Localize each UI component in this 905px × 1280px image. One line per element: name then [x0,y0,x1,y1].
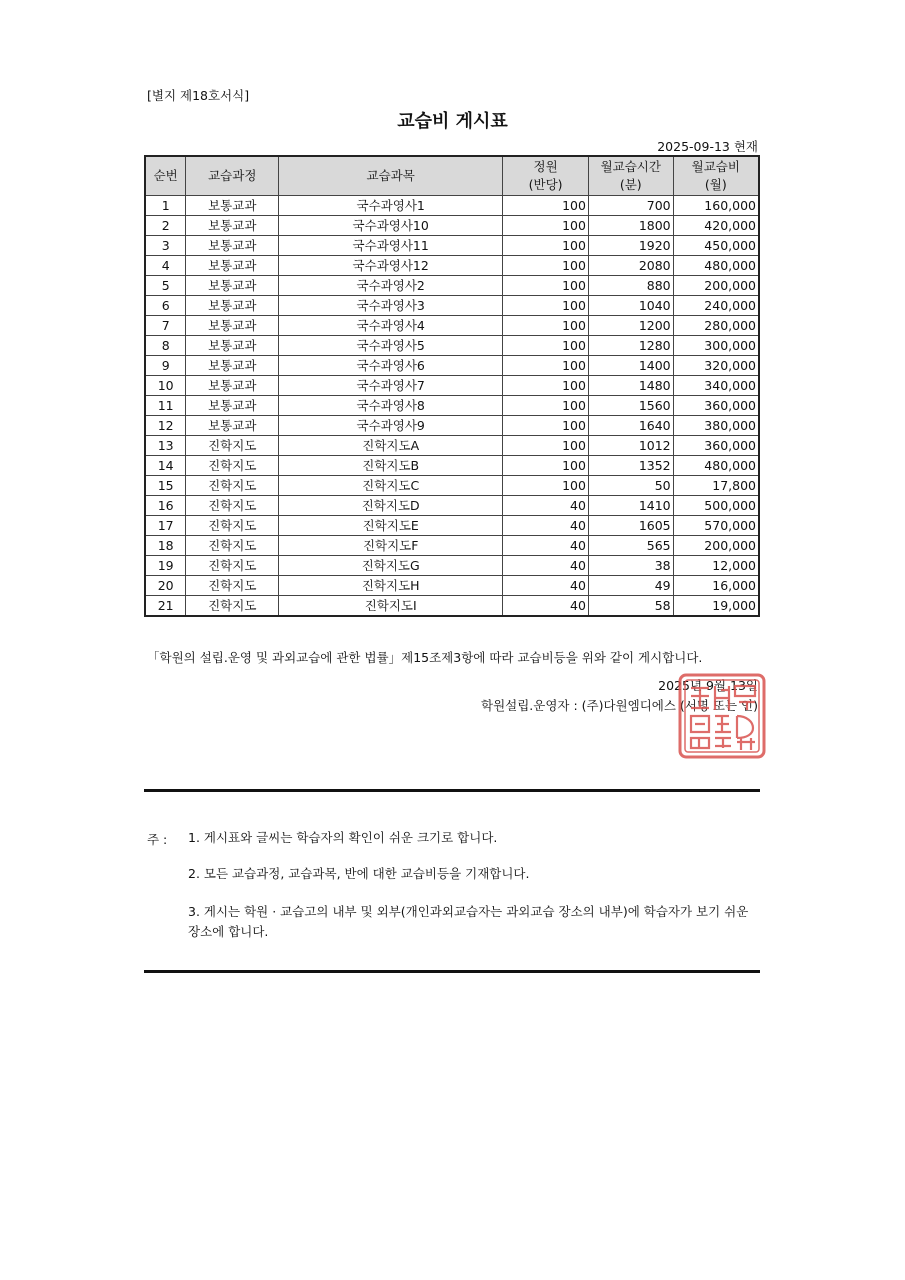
table-row [145,516,759,536]
notes-label: 주 : [147,832,168,847]
cell-subject: 국수과영사7 [279,376,503,396]
table-row [145,276,759,296]
cell-capacity: 100 [503,236,589,256]
cell-course: 진학지도 [186,456,279,476]
cell-subject: 국수과영사10 [279,216,503,236]
cell-minutes: 1352 [588,456,673,476]
cell-minutes: 1480 [588,376,673,396]
fee-table-body [145,196,759,617]
header-course: 교습과정 [186,156,279,196]
cell-fee: 17,800 [673,476,759,496]
table-row [145,376,759,396]
cell-minutes: 1280 [588,336,673,356]
cell-minutes: 38 [588,556,673,576]
cell-course: 진학지도 [186,556,279,576]
cell-course: 진학지도 [186,496,279,516]
cell-no: 2 [145,216,186,236]
cell-subject: 진학지도G [279,556,503,576]
table-row [145,576,759,596]
cell-capacity: 40 [503,496,589,516]
cell-no: 16 [145,496,186,516]
table-row [145,396,759,416]
cell-capacity: 100 [503,216,589,236]
table-row [145,536,759,556]
table-row [145,356,759,376]
header-hours-line2: (분) [619,177,642,192]
header-fee [673,156,759,196]
cell-fee: 340,000 [673,376,759,396]
table-row [145,196,759,216]
cell-no: 11 [145,396,186,416]
cell-no: 20 [145,576,186,596]
header-no: 순번 [145,156,186,196]
cell-minutes: 50 [588,476,673,496]
cell-subject: 국수과영사11 [279,236,503,256]
table-row [145,316,759,336]
cell-course: 보통교과 [186,316,279,336]
cell-capacity: 100 [503,356,589,376]
cell-capacity: 40 [503,596,589,617]
cell-fee: 12,000 [673,556,759,576]
cell-capacity: 100 [503,416,589,436]
cell-no: 5 [145,276,186,296]
cell-course: 보통교과 [186,196,279,216]
cell-subject: 진학지도E [279,516,503,536]
cell-no: 10 [145,376,186,396]
cell-capacity: 100 [503,316,589,336]
cell-no: 21 [145,596,186,617]
cell-subject: 진학지도A [279,436,503,456]
table-row [145,476,759,496]
cell-no: 17 [145,516,186,536]
cell-no: 7 [145,316,186,336]
cell-minutes: 1605 [588,516,673,536]
cell-capacity: 100 [503,336,589,356]
header-fee-line2: (월) [704,177,727,192]
table-row [145,256,759,276]
cell-no: 15 [145,476,186,496]
cell-capacity: 100 [503,396,589,416]
table-header-row [145,156,759,196]
cell-no: 12 [145,416,186,436]
cell-course: 진학지도 [186,516,279,536]
cell-course: 보통교과 [186,256,279,276]
cell-course: 보통교과 [186,296,279,316]
cell-course: 진학지도 [186,436,279,456]
cell-subject: 진학지도I [279,596,503,617]
cell-no: 4 [145,256,186,276]
cell-subject: 국수과영사4 [279,316,503,336]
header-capacity-line1: 정원 [533,159,558,174]
cell-subject: 국수과영사9 [279,416,503,436]
cell-fee: 500,000 [673,496,759,516]
cell-capacity: 100 [503,456,589,476]
cell-subject: 진학지도B [279,456,503,476]
cell-minutes: 1400 [588,356,673,376]
cell-course: 진학지도 [186,476,279,496]
cell-course: 보통교과 [186,236,279,256]
cell-fee: 360,000 [673,436,759,456]
table-row [145,236,759,256]
cell-fee: 200,000 [673,276,759,296]
cell-minutes: 1200 [588,316,673,336]
cell-minutes: 2080 [588,256,673,276]
cell-minutes: 58 [588,596,673,617]
cell-fee: 420,000 [673,216,759,236]
cell-subject: 국수과영사12 [279,256,503,276]
cell-fee: 320,000 [673,356,759,376]
cell-minutes: 1410 [588,496,673,516]
cell-course: 보통교과 [186,416,279,436]
header-subject: 교습과목 [279,156,503,196]
header-fee-line1: 월교습비 [691,159,740,174]
table-row [145,496,759,516]
cell-no: 3 [145,236,186,256]
note-item-2: 2. 모든 교습과정, 교습과목, 반에 대한 교습비등을 기재합니다. [188,866,530,881]
cell-fee: 200,000 [673,536,759,556]
table-row [145,336,759,356]
cell-minutes: 700 [588,196,673,216]
cell-fee: 570,000 [673,516,759,536]
cell-fee: 240,000 [673,296,759,316]
cell-course: 보통교과 [186,396,279,416]
header-hours [588,156,673,196]
cell-subject: 진학지도H [279,576,503,596]
cell-subject: 진학지도F [279,536,503,556]
cell-minutes: 565 [588,536,673,556]
cell-capacity: 100 [503,436,589,456]
cell-no: 19 [145,556,186,576]
cell-minutes: 1012 [588,436,673,456]
table-row [145,416,759,436]
cell-capacity: 100 [503,196,589,216]
seal-stamp-icon [677,672,767,760]
table-row [145,436,759,456]
cell-fee: 380,000 [673,416,759,436]
legal-notice: 「학원의 설립.운영 및 과외교습에 관한 법률」제15조제3항에 따라 교습비등을 위와 같이 게시합니다. [147,650,703,665]
cell-subject: 국수과영사5 [279,336,503,356]
cell-capacity: 40 [503,556,589,576]
cell-no: 1 [145,196,186,216]
cell-course: 진학지도 [186,536,279,556]
note-item-3: 3. 게시는 학원 · 교습고의 내부 및 외부(개인과외교습자는 과외교습 장소의 내부)에 학습자가 보기 쉬운 장소에 합니다. [188,904,749,939]
issue-date: 2025년 9월 13일 [658,678,758,693]
table-row [145,556,759,576]
cell-subject: 국수과영사3 [279,296,503,316]
cell-minutes: 1560 [588,396,673,416]
cell-subject: 국수과영사1 [279,196,503,216]
cell-minutes: 49 [588,576,673,596]
cell-no: 18 [145,536,186,556]
cell-minutes: 1800 [588,216,673,236]
header-capacity-line2: (반당) [528,177,563,192]
header-hours-line1: 월교습시간 [600,159,661,174]
table-row [145,296,759,316]
cell-subject: 국수과영사8 [279,396,503,416]
cell-capacity: 100 [503,376,589,396]
cell-course: 진학지도 [186,576,279,596]
as-of-date: 2025-09-13 현재 [657,139,758,154]
official-seal [677,672,767,760]
cell-no: 14 [145,456,186,476]
operator-line: 학원설립.운영자 : (주)다원엠디에스 (서명 또는 인) [481,698,758,713]
cell-fee: 280,000 [673,316,759,336]
cell-capacity: 40 [503,536,589,556]
cell-fee: 450,000 [673,236,759,256]
cell-capacity: 40 [503,516,589,536]
cell-no: 6 [145,296,186,316]
table-row [145,596,759,617]
cell-course: 보통교과 [186,276,279,296]
cell-minutes: 1920 [588,236,673,256]
cell-capacity: 40 [503,576,589,596]
cell-subject: 진학지도C [279,476,503,496]
table-row [145,456,759,476]
cell-subject: 국수과영사2 [279,276,503,296]
cell-minutes: 880 [588,276,673,296]
cell-capacity: 100 [503,296,589,316]
cell-no: 8 [145,336,186,356]
cell-capacity: 100 [503,476,589,496]
cell-fee: 300,000 [673,336,759,356]
fee-table [144,155,760,617]
note-item-1: 1. 게시표와 글씨는 학습자의 확인이 쉬운 크기로 합니다. [188,830,498,845]
cell-minutes: 1640 [588,416,673,436]
cell-capacity: 100 [503,256,589,276]
header-capacity [503,156,589,196]
cell-fee: 160,000 [673,196,759,216]
cell-subject: 진학지도D [279,496,503,516]
cell-fee: 480,000 [673,456,759,476]
cell-course: 보통교과 [186,376,279,396]
cell-fee: 360,000 [673,396,759,416]
cell-course: 보통교과 [186,356,279,376]
cell-fee: 480,000 [673,256,759,276]
top-divider [144,789,760,792]
cell-course: 보통교과 [186,336,279,356]
cell-course: 보통교과 [186,216,279,236]
cell-subject: 국수과영사6 [279,356,503,376]
cell-no: 13 [145,436,186,456]
bottom-divider [144,970,760,973]
cell-minutes: 1040 [588,296,673,316]
table-row [145,216,759,236]
cell-no: 9 [145,356,186,376]
cell-capacity: 100 [503,276,589,296]
cell-course: 진학지도 [186,596,279,617]
form-label: [별지 제18호서식] [147,88,250,103]
page-title: 교습비 게시표 [397,111,508,132]
cell-fee: 19,000 [673,596,759,617]
cell-fee: 16,000 [673,576,759,596]
